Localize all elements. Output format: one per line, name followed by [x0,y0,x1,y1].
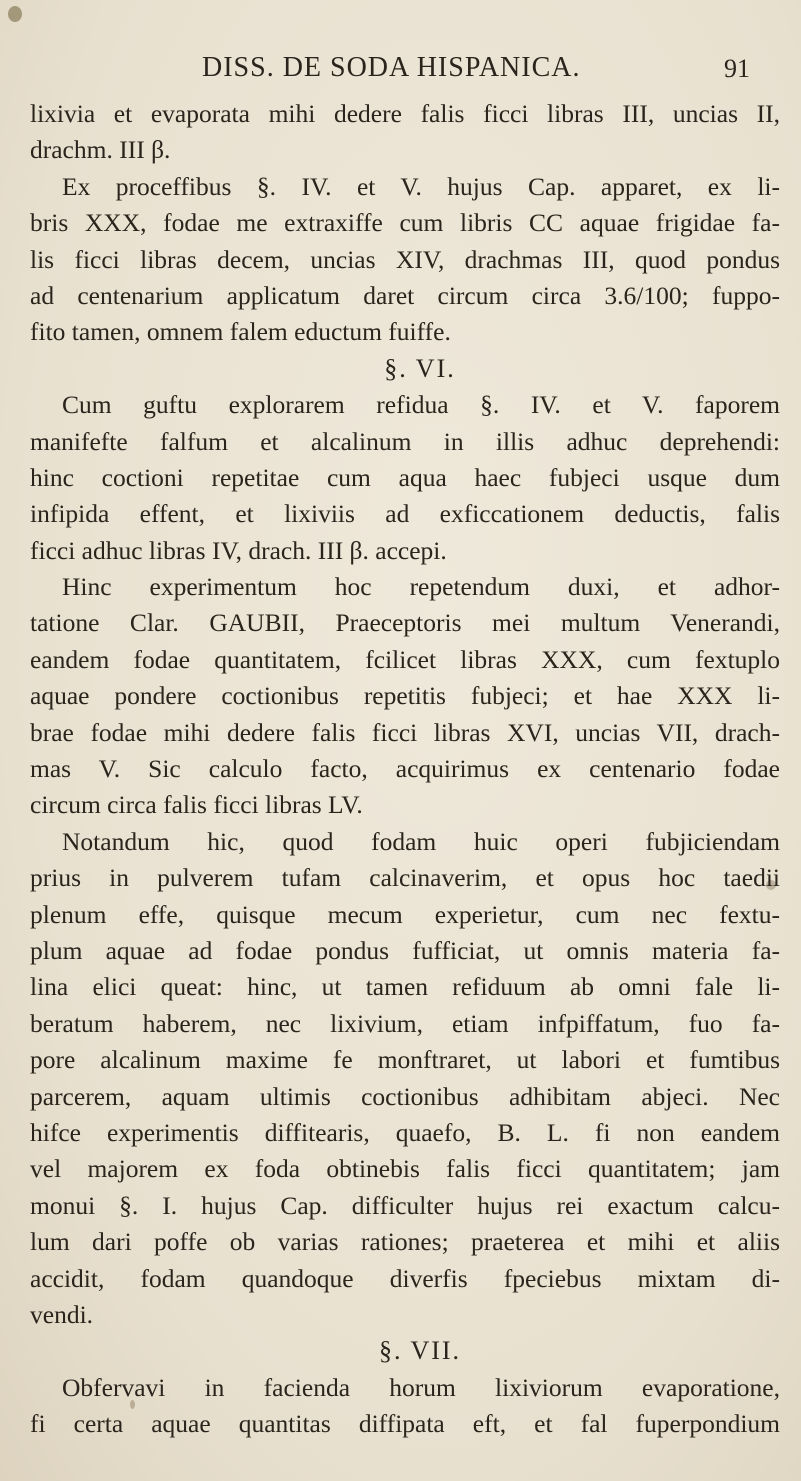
running-head: DISS. DE SODA HISPANICA. [202,52,581,83]
section-heading: §. VI. [384,353,456,383]
paragraph [30,1370,780,1443]
text-line: lum dari poffe ob varias rationes; praeterea et mihi et aliis [30,1227,780,1257]
text-line: vendi. [30,1299,94,1329]
page-number: 91 [724,54,750,83]
text-line: vel majorem ex foda obtinebis falis ficci quantitatem; jam [30,1154,780,1184]
text-line: beratum haberem, nec lixivium, etiam infpiffatum, fuo fa- [30,1008,780,1038]
section-heading: §. VII. [378,1336,462,1366]
paragraph [30,824,780,1333]
text-line: drachm. III β. [30,135,171,165]
text-line: eandem fodae quantitatem, fcilicet libras XXX, cum fextuplo [30,644,780,674]
text-line: ad centenarium applicatum daret circum circa 3.6/100; fuppo- [30,280,780,310]
text-line: Cum guftu explorarem refidua §. IV. et V. faporem [62,390,780,420]
text-line: Ex proceffibus §. IV. et V. hujus Cap. apparet, ex li- [62,171,780,201]
text-line: monui §. I. hujus Cap. difficulter hujus rei exactum calcu- [30,1190,780,1220]
paragraph [30,96,780,169]
text-line: hinc coctioni repetitae cum aqua haec fubjeci usque dum [30,462,780,492]
paragraph [30,387,780,569]
text-line: tatione Clar. GAUBII, Praeceptoris mei multum Venerandi, [30,608,780,638]
page-header [0,52,801,92]
text-line: prius in pulverem tufam calcinaverim, et opus hoc taedii [30,863,780,893]
text-line: accidit, fodam quandoque diverfis fpeciebus mixtam di- [30,1263,780,1293]
text-line: parcerem, aquam ultimis coctionibus adhibitam abjeci. Nec [30,1081,780,1111]
body-text [30,96,780,1442]
ink-blot-decoration [8,6,22,22]
text-line: ficci adhuc libras IV, drach. III β. accepi. [30,535,447,565]
text-line: lis ficci libras decem, uncias XIV, drachmas III, quod pondus [30,244,780,274]
text-line: aquae pondere coctionibus repetitis fubjeci; et hae XXX li- [30,681,780,711]
text-line: fito tamen, omnem falem eductum fuiffe. [30,317,451,347]
text-line: brae fodae mihi dedere falis ficci libras XVI, uncias VII, drach- [30,717,780,747]
text-line: plum aquae ad fodae pondus fufficiat, ut omnis materia fa- [30,935,780,965]
text-line: Obfervavi in facienda horum lixiviorum evaporatione, [62,1372,780,1402]
paragraph [30,169,780,351]
text-line: plenum effe, quisque mecum experietur, cum nec fextu- [30,899,780,929]
text-line: lixivia et evaporata mihi dedere falis ficci libras III, uncias II, [30,99,780,128]
text-line: Notandum hic, quod fodam huic operi fubjiciendam [62,826,780,856]
text-line: circum circa falis ficci libras LV. [30,790,363,820]
text-line: pore alcalinum maxime fe monftraret, ut labori et fumtibus [30,1045,780,1075]
text-line: mas V. Sic calculo facto, acquirimus ex centenario fodae [30,754,780,784]
text-line: infipida effent, et lixiviis ad exficcationem deductis, falis [30,499,780,529]
text-line: Hinc experimentum hoc repetendum duxi, et adhor- [62,572,780,602]
text-line: lina elici queat: hinc, ut tamen refiduum ab omni fale li- [30,972,780,1002]
paragraph [30,569,780,824]
text-line: fi certa aquae quantitas diffipata eft, et fal fuperpondium [30,1409,780,1439]
text-line: hifce experimentis diffitearis, quaefo, B. L. fi non eandem [30,1117,780,1147]
text-line: manifefte falfum et alcalinum in illis adhuc deprehendi: [30,426,780,456]
text-line: bris XXX, fodae me extraxiffe cum libris CC aquae frigidae fa- [30,208,780,238]
